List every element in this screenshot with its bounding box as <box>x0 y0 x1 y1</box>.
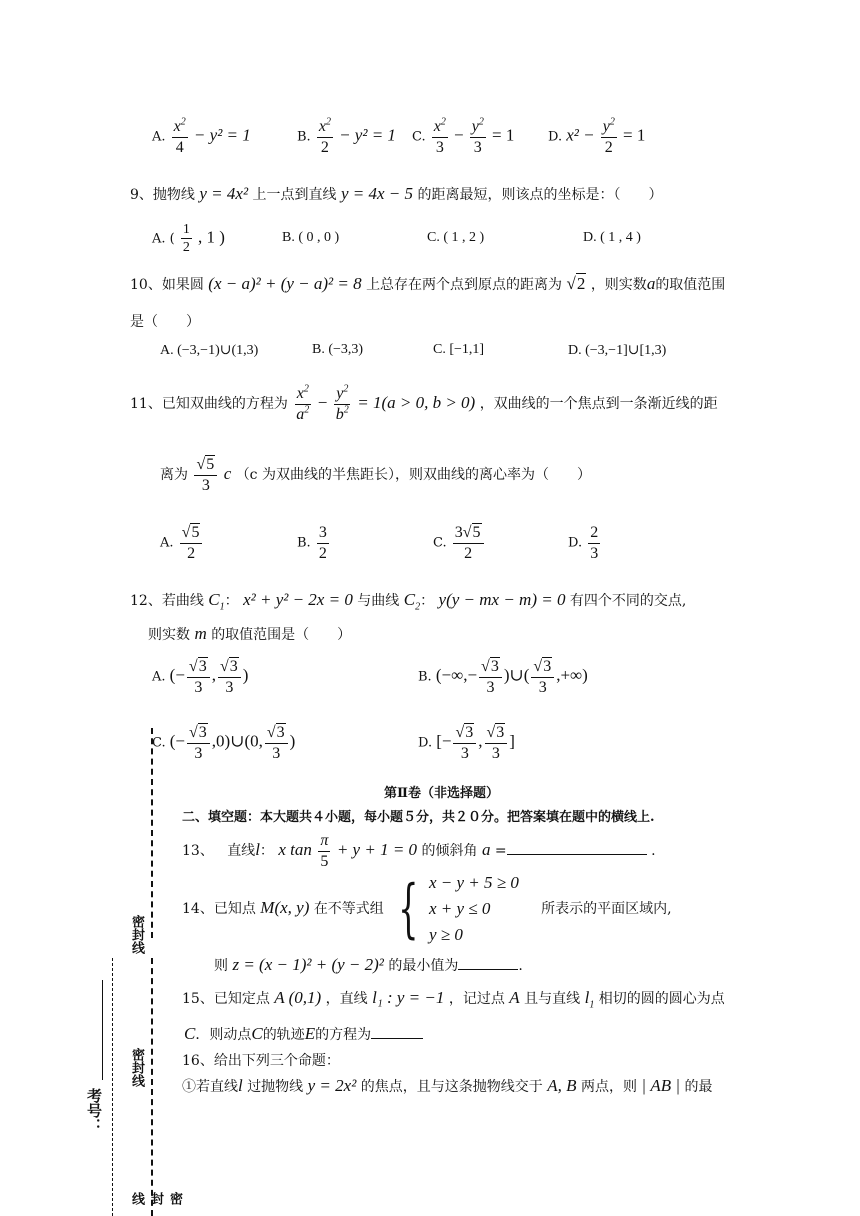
q14-stem: 14、已知点 M(x, y) 在不等式组 { x − y + 5 ≥ 0 x + y ≤ 0 y ≥ 0 所表示的平面区域内, <box>182 872 672 946</box>
q14-stem-cont: 则 z = (x − 1)² + (y − 2)² 的最小值为 . <box>214 955 523 974</box>
q15-stem: 15、已知定点 A (0,1) ，直线 l₁ : y = −1 ，记过点 A 且与直线 $l_1$ 相切的圆的圆心为点 <box>182 988 725 1011</box>
inequality-system: { x − y + 5 ≥ 0 x + y ≤ 0 y ≥ 0 <box>398 872 519 946</box>
q8-option-d: D. x² − $\frac{y^2}{2}$ = 1 <box>548 116 646 156</box>
exam-number-blank[interactable] <box>102 980 103 1080</box>
seal-label-1: 密封线 <box>129 915 144 954</box>
q11-stem: 11、已知双曲线的方程为 $\frac{x^2}{a^2}$ − $\frac{y^2}{b^2}$ = 1(a > 0, b > 0) ，双曲线的一个焦点到一条渐近线的距 <box>130 383 718 423</box>
seal-line-upper <box>151 728 153 938</box>
q12-option-b: B. (−∞,− $\frac{√3}{3}$ )∪( $\frac{√3}{3}$ ,+∞) <box>418 658 588 696</box>
q11-option-b: B. $\frac{3}{2}$ <box>297 524 327 562</box>
seal-line-lower <box>151 958 153 1216</box>
q12-option-a: A. (− $\frac{√3}{3}$ , $\frac{√3}{3}$ ) <box>152 658 249 696</box>
q11-option-a: A. $\frac{√5}{2}$ <box>160 524 204 562</box>
q11-stem-cont: 离为 $\frac{√5}{3}$ c （c 为双曲线的半焦距长），则双曲线的离心率为（ ） <box>160 456 591 494</box>
q12-stem: 12、若曲线 $C_1$： x² + y² − 2x = 0 与曲线 $C_2$： y(y − mx − m) = 0 有四个不同的交点, <box>130 590 687 613</box>
section-title: 第Ⅱ卷（非选择题） <box>384 786 499 801</box>
q8-option-b: B. $\frac{x^2}{2}$ − y² = 1 <box>297 116 396 156</box>
seal-label-3: 密封线 <box>129 1192 182 1205</box>
q11-option-d: D. $\frac{2}{3}$ <box>568 524 599 562</box>
q12-option-d: D. [− $\frac{√3}{3}$ , $\frac{√3}{3}$ ] <box>418 724 515 762</box>
q12-option-c: C. (− $\frac{√3}{3}$ ,0)∪(0, $\frac{√3}{3}$ ) <box>152 724 296 762</box>
q13-stem: 13、 直线l： x tan $\frac{\pi}{5}$ + y + 1 = 0 的倾斜角 a = . <box>182 832 656 870</box>
q8-option-a: A. $\frac{x^2}{4}$ − y² = 1 <box>152 116 251 156</box>
q10-option-c: C. [−1,1] <box>433 342 485 357</box>
q9-option-b: B. ( 0 , 0 ) <box>282 230 340 245</box>
q10-option-b: B. (−3,3) <box>312 342 364 357</box>
q9-option-d: D. ( 1 , 4 ) <box>583 230 641 245</box>
q9-stem: 9、抛物线 y = 4x² 上一点到直线 y = 4x − 5 的距离最短，则该点的坐标是：（ ） <box>130 184 663 203</box>
q11-option-c: C. $\frac{3√5}{2}$ <box>433 524 486 562</box>
q9-option-a: A. ( $\frac{1}{2}$ , 1 ) <box>152 222 225 256</box>
inner-seal-line <box>112 958 113 1216</box>
q10-stem: 10、如果圆 (x − a)² + (y − a)² = 8 上总存在两个点到原点的距离为 √2 ，则实数a的取值范围 <box>130 274 726 293</box>
q15-stem-cont: C．则动点C的轨迹E的方程为 <box>184 1024 423 1044</box>
section-instructions: 二、填空题：本大题共４小题，每小题５分，共２０分。把答案填在题中的横线上. <box>182 810 655 825</box>
q10-option-a: A. (−3,−1)∪(1,3) <box>160 343 259 358</box>
exam-number-label: 考号： <box>85 1088 103 1133</box>
q16-item-1: ①若直线l 过抛物线 y = 2x² 的焦点，且与这条抛物线交于 A, B 两点，则 | AB | 的最 <box>182 1076 713 1095</box>
q12-stem-cont: 则实数 m 的取值范围是（ ） <box>148 624 352 643</box>
q16-stem: 16、给出下列三个命题： <box>182 1053 340 1069</box>
q9-option-c: C. ( 1 , 2 ) <box>427 230 485 245</box>
q8-option-c: C. $\frac{x^2}{3}$ − $\frac{y^2}{3}$ = 1 <box>412 116 515 156</box>
q10-stem-cont: 是（ ） <box>130 314 200 330</box>
seal-label-2: 密封线 <box>129 1048 144 1087</box>
q10-option-d: D. (−3,−1]∪[1,3) <box>568 343 667 358</box>
